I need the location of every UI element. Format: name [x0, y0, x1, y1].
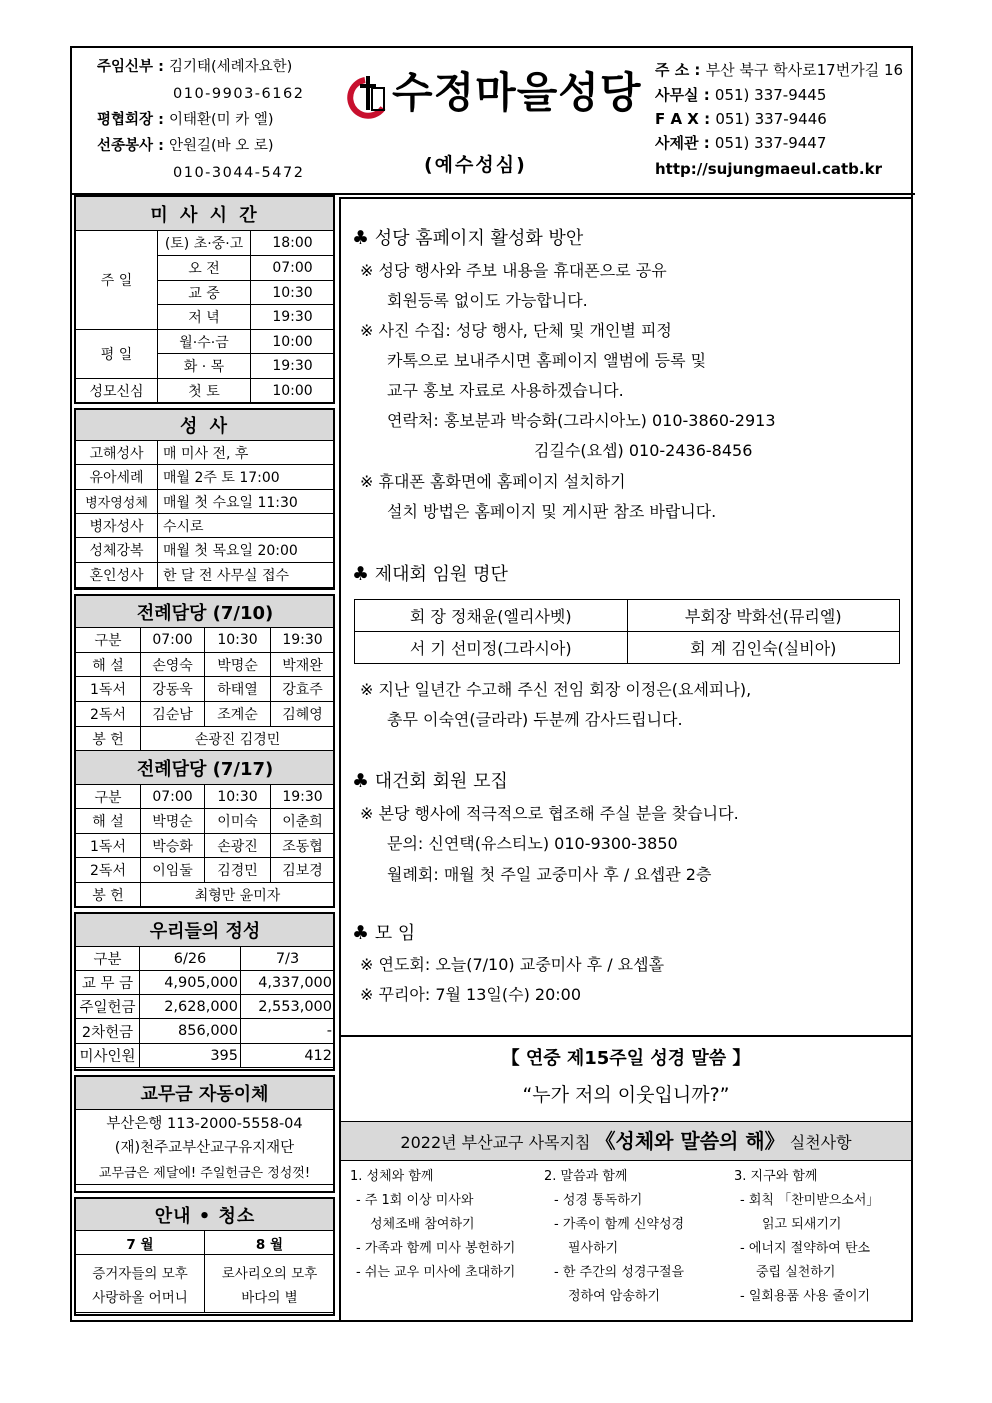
sacrament-value: 매월 첫 수요일 11:30 — [158, 490, 335, 514]
liturgy-offering: 손광진 김경민 — [141, 727, 335, 751]
liturgy-cell: 하태열 — [205, 677, 271, 702]
mass-times-title: 미 사 시 간 — [76, 197, 335, 231]
donation-value: 2,553,000 — [241, 995, 335, 1019]
mass-name: 월·수·금 — [158, 330, 251, 354]
notice-line: 연락처: 홍보분과 박승화(그라시아노) 010-3860-2913 — [387, 411, 776, 430]
address-line: 주 소 : 부산 북구 학사로17번가길 16 — [655, 61, 904, 79]
practice-item: - 한 주간의 성경구절을 — [554, 1265, 685, 1280]
liturgy-head: 구분 — [76, 628, 141, 653]
liturgy-cell: 김경민 — [205, 858, 271, 883]
sacrament-value: 한 달 전 사무실 접수 — [158, 563, 335, 588]
donation-value: 2,628,000 — [140, 995, 241, 1019]
council-line: 평협회장 : 이태환(미 카 엘) — [97, 112, 274, 128]
council-name: 이태환(미 카 엘) — [168, 112, 274, 128]
guideline-bold: 《성체와 말씀의 해》 — [595, 1129, 785, 1153]
mass-name: 교 중 — [158, 281, 251, 305]
pastor-phone: 010-9903-6162 — [173, 86, 305, 102]
donation-head: 7/3 — [241, 947, 335, 971]
guide-month: 8 월 — [205, 1231, 335, 1255]
officer-cell: 부회장 박화선(뮤리엘) — [627, 600, 900, 632]
liturgy-offering: 최형만 윤미자 — [141, 883, 335, 908]
guideline-prefix: 2022년 부산교구 사목지침 — [400, 1133, 596, 1152]
liturgy-cell: 강동욱 — [141, 677, 205, 702]
address: 부산 북구 학사로17번가길 16 — [705, 61, 904, 79]
practice-heading: 1. 성체와 함께 — [350, 1169, 434, 1184]
donation-label: 교 무 금 — [76, 971, 140, 995]
mass-time: 10:30 — [251, 281, 335, 305]
liturgy-head: 07:00 — [141, 628, 205, 653]
rectory-line: 사제관 : 051) 337-9447 — [655, 134, 827, 152]
guide-group-line: 로사리오의 모후 — [221, 1265, 318, 1282]
donation-label: 2차헌금 — [76, 1019, 140, 1044]
notice-line: ※ 사진 수집: 성당 행사, 단체 및 개인별 피정 — [360, 321, 672, 340]
section-homepage-title — [352, 229, 583, 248]
word-heading: 【 연중 제15주일 성경 말씀 】 — [501, 1048, 751, 1069]
section-title-text: 성당 홈페이지 활성화 방안 — [374, 228, 584, 249]
guide-title: 안내 • 청소 — [76, 1199, 335, 1231]
club-icon: ♣ — [352, 922, 370, 944]
mass-time: 18:00 — [251, 231, 335, 256]
practice-heading: 3. 지구와 함께 — [734, 1169, 818, 1184]
officer-cell: 서 기 선미정(그라시아) — [355, 632, 628, 664]
sacrament-name: 성체강복 — [76, 538, 158, 563]
autopay-account: 부산은행 113-2000-5558-04 — [76, 1110, 334, 1135]
guideline-suffix: 실천사항 — [784, 1133, 852, 1152]
guide-month: 7 월 — [76, 1231, 205, 1255]
practice-item: - 쉬는 교우 미사에 초대하기 — [356, 1265, 516, 1280]
donations-border — [74, 912, 335, 1071]
mission-line: 선종봉사 : 안원길(바 오 로) — [97, 138, 274, 154]
liturgy-head: 10:30 — [205, 785, 271, 809]
autopay-note: 교무금은 제달에! 주일헌금은 정성껏! — [76, 1159, 334, 1185]
donation-label: 주일헌금 — [76, 995, 140, 1019]
donation-head: 구분 — [76, 947, 140, 971]
liturgy-role: 해 설 — [76, 653, 141, 677]
liturgy-cell: 김순남 — [141, 702, 205, 727]
officers-table — [354, 599, 900, 664]
practice-heading: 2. 말씀과 함께 — [544, 1169, 628, 1184]
section-daegun-title — [352, 772, 508, 791]
mass-name: 화 · 목 — [158, 354, 251, 379]
mission-phone: 010-3044-5472 — [173, 165, 305, 181]
section-title-text: 대건회 회원 모집 — [374, 771, 508, 792]
section-meetings-title — [352, 924, 415, 943]
liturgy-role: 1독서 — [76, 677, 141, 702]
liturgy-head: 19:30 — [271, 785, 335, 809]
parish-title: 수정마을성당 — [392, 68, 642, 117]
fax-number: 051) 337-9446 — [715, 110, 827, 128]
guideline-text — [341, 1131, 911, 1151]
mass-time: 10:00 — [251, 330, 335, 354]
autopay-holder: (재)천주교부산교구유지재단 — [76, 1135, 334, 1159]
donation-value: 412 — [241, 1044, 335, 1068]
word-quote: “누가 저의 이웃입니까?” — [522, 1084, 730, 1106]
sacrament-name: 병자영성체 — [76, 490, 158, 514]
liturgy-border — [74, 594, 335, 908]
practice-item: 정하여 암송하기 — [568, 1289, 661, 1304]
practice-item: 읽고 되새기기 — [762, 1217, 842, 1232]
liturgy-head: 19:30 — [271, 628, 335, 653]
liturgy-cell: 김보경 — [271, 858, 335, 883]
notice-line: 카톡으로 보내주시면 홈페이지 앨범에 등록 및 — [387, 351, 707, 370]
liturgy-role: 1독서 — [76, 834, 141, 858]
liturgy-cell: 조동협 — [271, 834, 335, 858]
mass-time: 10:00 — [251, 379, 335, 404]
notice-line: 김길수(요셉) 010-2436-8456 — [534, 441, 753, 460]
practice-item: - 일회용품 사용 줄이기 — [740, 1289, 871, 1304]
autopay-border — [74, 1075, 335, 1193]
sacrament-name: 유아세례 — [76, 465, 158, 490]
sacrament-name: 혼인성사 — [76, 563, 158, 588]
mission-name: 안원길(바 오 로) — [168, 138, 274, 154]
fax-line: F A X : 051) 337-9446 — [655, 110, 827, 128]
section-altar-title — [352, 565, 508, 584]
pastor-line: 주임신부 : 김기태(세례자요한) — [97, 59, 293, 75]
church-logo-icon — [345, 74, 389, 122]
notice-line: ※ 꾸리아: 7월 13일(수) 20:00 — [360, 985, 582, 1004]
mass-time: 19:30 — [251, 305, 335, 330]
liturgy-head: 07:00 — [141, 785, 205, 809]
mass-time: 19:30 — [251, 354, 335, 379]
donation-value: 4,905,000 — [140, 971, 241, 995]
donation-label: 미사인원 — [76, 1044, 140, 1068]
office-line: 사무실 : 051) 337-9445 — [655, 86, 827, 104]
practice-item: - 가족과 함께 미사 봉헌하기 — [356, 1241, 516, 1256]
liturgy-role: 봉 헌 — [76, 883, 141, 908]
pastor-name: 김기태(세례자요한) — [168, 59, 293, 75]
guide-group-line: 바다의 별 — [241, 1289, 298, 1306]
practice-item: - 주 1회 이상 미사와 — [356, 1193, 474, 1208]
liturgy-role: 해 설 — [76, 809, 141, 834]
liturgy-cell: 박재완 — [271, 653, 335, 677]
notice-line: 월례회: 매월 첫 주일 교중미사 후 / 요셉관 2층 — [387, 865, 712, 884]
word-divider — [339, 1035, 913, 1037]
club-icon: ♣ — [352, 227, 370, 249]
practice-item: - 성경 통독하기 — [554, 1193, 643, 1208]
practice-item: - 에너지 절약하여 탄소 — [740, 1241, 871, 1256]
club-icon: ♣ — [352, 770, 370, 792]
liturgy-title: 전례담당 (7/10) — [76, 596, 335, 628]
liturgy-role: 봉 헌 — [76, 727, 141, 751]
mass-time: 07:00 — [251, 256, 335, 281]
notice-line: ※ 본당 행사에 적극적으로 협조해 주실 분을 찾습니다. — [360, 804, 739, 823]
mass-name: (토) 초·중·고 — [158, 231, 251, 256]
liturgy-cell: 손영숙 — [141, 653, 205, 677]
sacrament-value: 매월 2주 토 17:00 — [158, 465, 335, 490]
practice-item: 성체조배 참여하기 — [370, 1217, 475, 1232]
notice-line: 회원등록 없이도 가능합니다. — [387, 291, 588, 310]
sunday-label: 주 일 — [76, 231, 158, 330]
notice-line: ※ 지난 일년간 수고해 주신 전임 회장 이정은(요세피나), — [360, 680, 752, 699]
sacrament-name: 병자성사 — [76, 514, 158, 538]
liturgy-role: 2독서 — [76, 858, 141, 883]
liturgy-cell: 이춘희 — [271, 809, 335, 834]
officer-cell: 회 장 정채윤(엘리사벳) — [355, 600, 628, 632]
liturgy-cell: 박승화 — [141, 834, 205, 858]
club-icon: ♣ — [352, 563, 370, 585]
sacrament-value: 매월 첫 목요일 20:00 — [158, 538, 335, 563]
liturgy-cell: 강효주 — [271, 677, 335, 702]
donation-value: - — [241, 1019, 335, 1044]
liturgy-head: 10:30 — [205, 628, 271, 653]
mass-name: 첫 토 — [158, 379, 251, 404]
sacrament-name: 고해성사 — [76, 441, 158, 465]
office-phone: 051) 337-9445 — [714, 86, 827, 104]
mass-name: 오 전 — [158, 256, 251, 281]
homepage-link[interactable]: http://sujungmaeul.catb.kr — [655, 160, 882, 178]
section-title-text: 제대회 임원 명단 — [374, 564, 508, 585]
sacrament-value: 수시로 — [158, 514, 335, 538]
donation-value: 4,337,000 — [241, 971, 335, 995]
notice-line: 총무 이숙연(글라라) 두분께 감사드립니다. — [387, 710, 683, 729]
autopay-title: 교무금 자동이체 — [76, 1077, 334, 1110]
liturgy-cell: 손광진 — [205, 834, 271, 858]
rectory-phone: 051) 337-9447 — [714, 134, 827, 152]
liturgy-cell: 김혜영 — [271, 702, 335, 727]
sacraments-title: 성 사 — [76, 410, 335, 441]
mass-name: 저 녁 — [158, 305, 251, 330]
liturgy-head: 구분 — [76, 785, 141, 809]
sacraments-border — [74, 408, 335, 590]
mass-times-border — [74, 195, 335, 404]
liturgy-cell: 박명순 — [141, 809, 205, 834]
marian-label: 성모신심 — [76, 379, 158, 404]
section-title-text: 모 임 — [374, 923, 416, 944]
liturgy-cell: 박명순 — [205, 653, 271, 677]
practice-item: - 가족이 함께 신약성경 — [554, 1217, 685, 1232]
liturgy-cell: 조계순 — [205, 702, 271, 727]
donation-head: 6/26 — [140, 947, 241, 971]
notice-line: 문의: 신연택(유스티노) 010-9300-3850 — [387, 834, 678, 853]
guide-group-line: 증거자들의 모후 — [92, 1265, 188, 1282]
weekday-label: 평 일 — [76, 330, 158, 379]
sacrament-value: 매 미사 전, 후 — [158, 441, 335, 465]
donation-value: 395 — [140, 1044, 241, 1068]
notice-line: ※ 연도회: 오늘(7/10) 교중미사 후 / 요셉홀 — [360, 955, 665, 974]
guide-border — [74, 1197, 335, 1316]
guide-group-line: 사랑하올 어머니 — [92, 1289, 188, 1306]
liturgy-title: 전례담당 (7/17) — [76, 751, 335, 785]
notice-line: 설치 방법은 홈페이지 및 게시판 참조 바랍니다. — [387, 502, 717, 521]
notice-line: ※ 성당 행사와 주보 내용을 휴대폰으로 공유 — [360, 261, 667, 280]
officer-cell: 회 계 김인숙(실비아) — [627, 632, 900, 664]
parish-subtitle: (예수성심) — [424, 154, 527, 176]
practice-item: 필사하기 — [568, 1241, 619, 1256]
practice-item: - 회칙 「찬미받으소서」 — [740, 1193, 880, 1208]
liturgy-role: 2독서 — [76, 702, 141, 727]
notice-line: ※ 휴대폰 홈화면에 홈페이지 설치하기 — [360, 472, 626, 491]
liturgy-cell: 이임둘 — [141, 858, 205, 883]
practice-item: 중립 실천하기 — [756, 1265, 836, 1280]
donation-value: 856,000 — [140, 1019, 241, 1044]
donations-title: 우리들의 정성 — [76, 914, 335, 947]
notice-line: 교구 홍보 자료로 사용하겠습니다. — [387, 381, 624, 400]
liturgy-cell: 이미숙 — [205, 809, 271, 834]
